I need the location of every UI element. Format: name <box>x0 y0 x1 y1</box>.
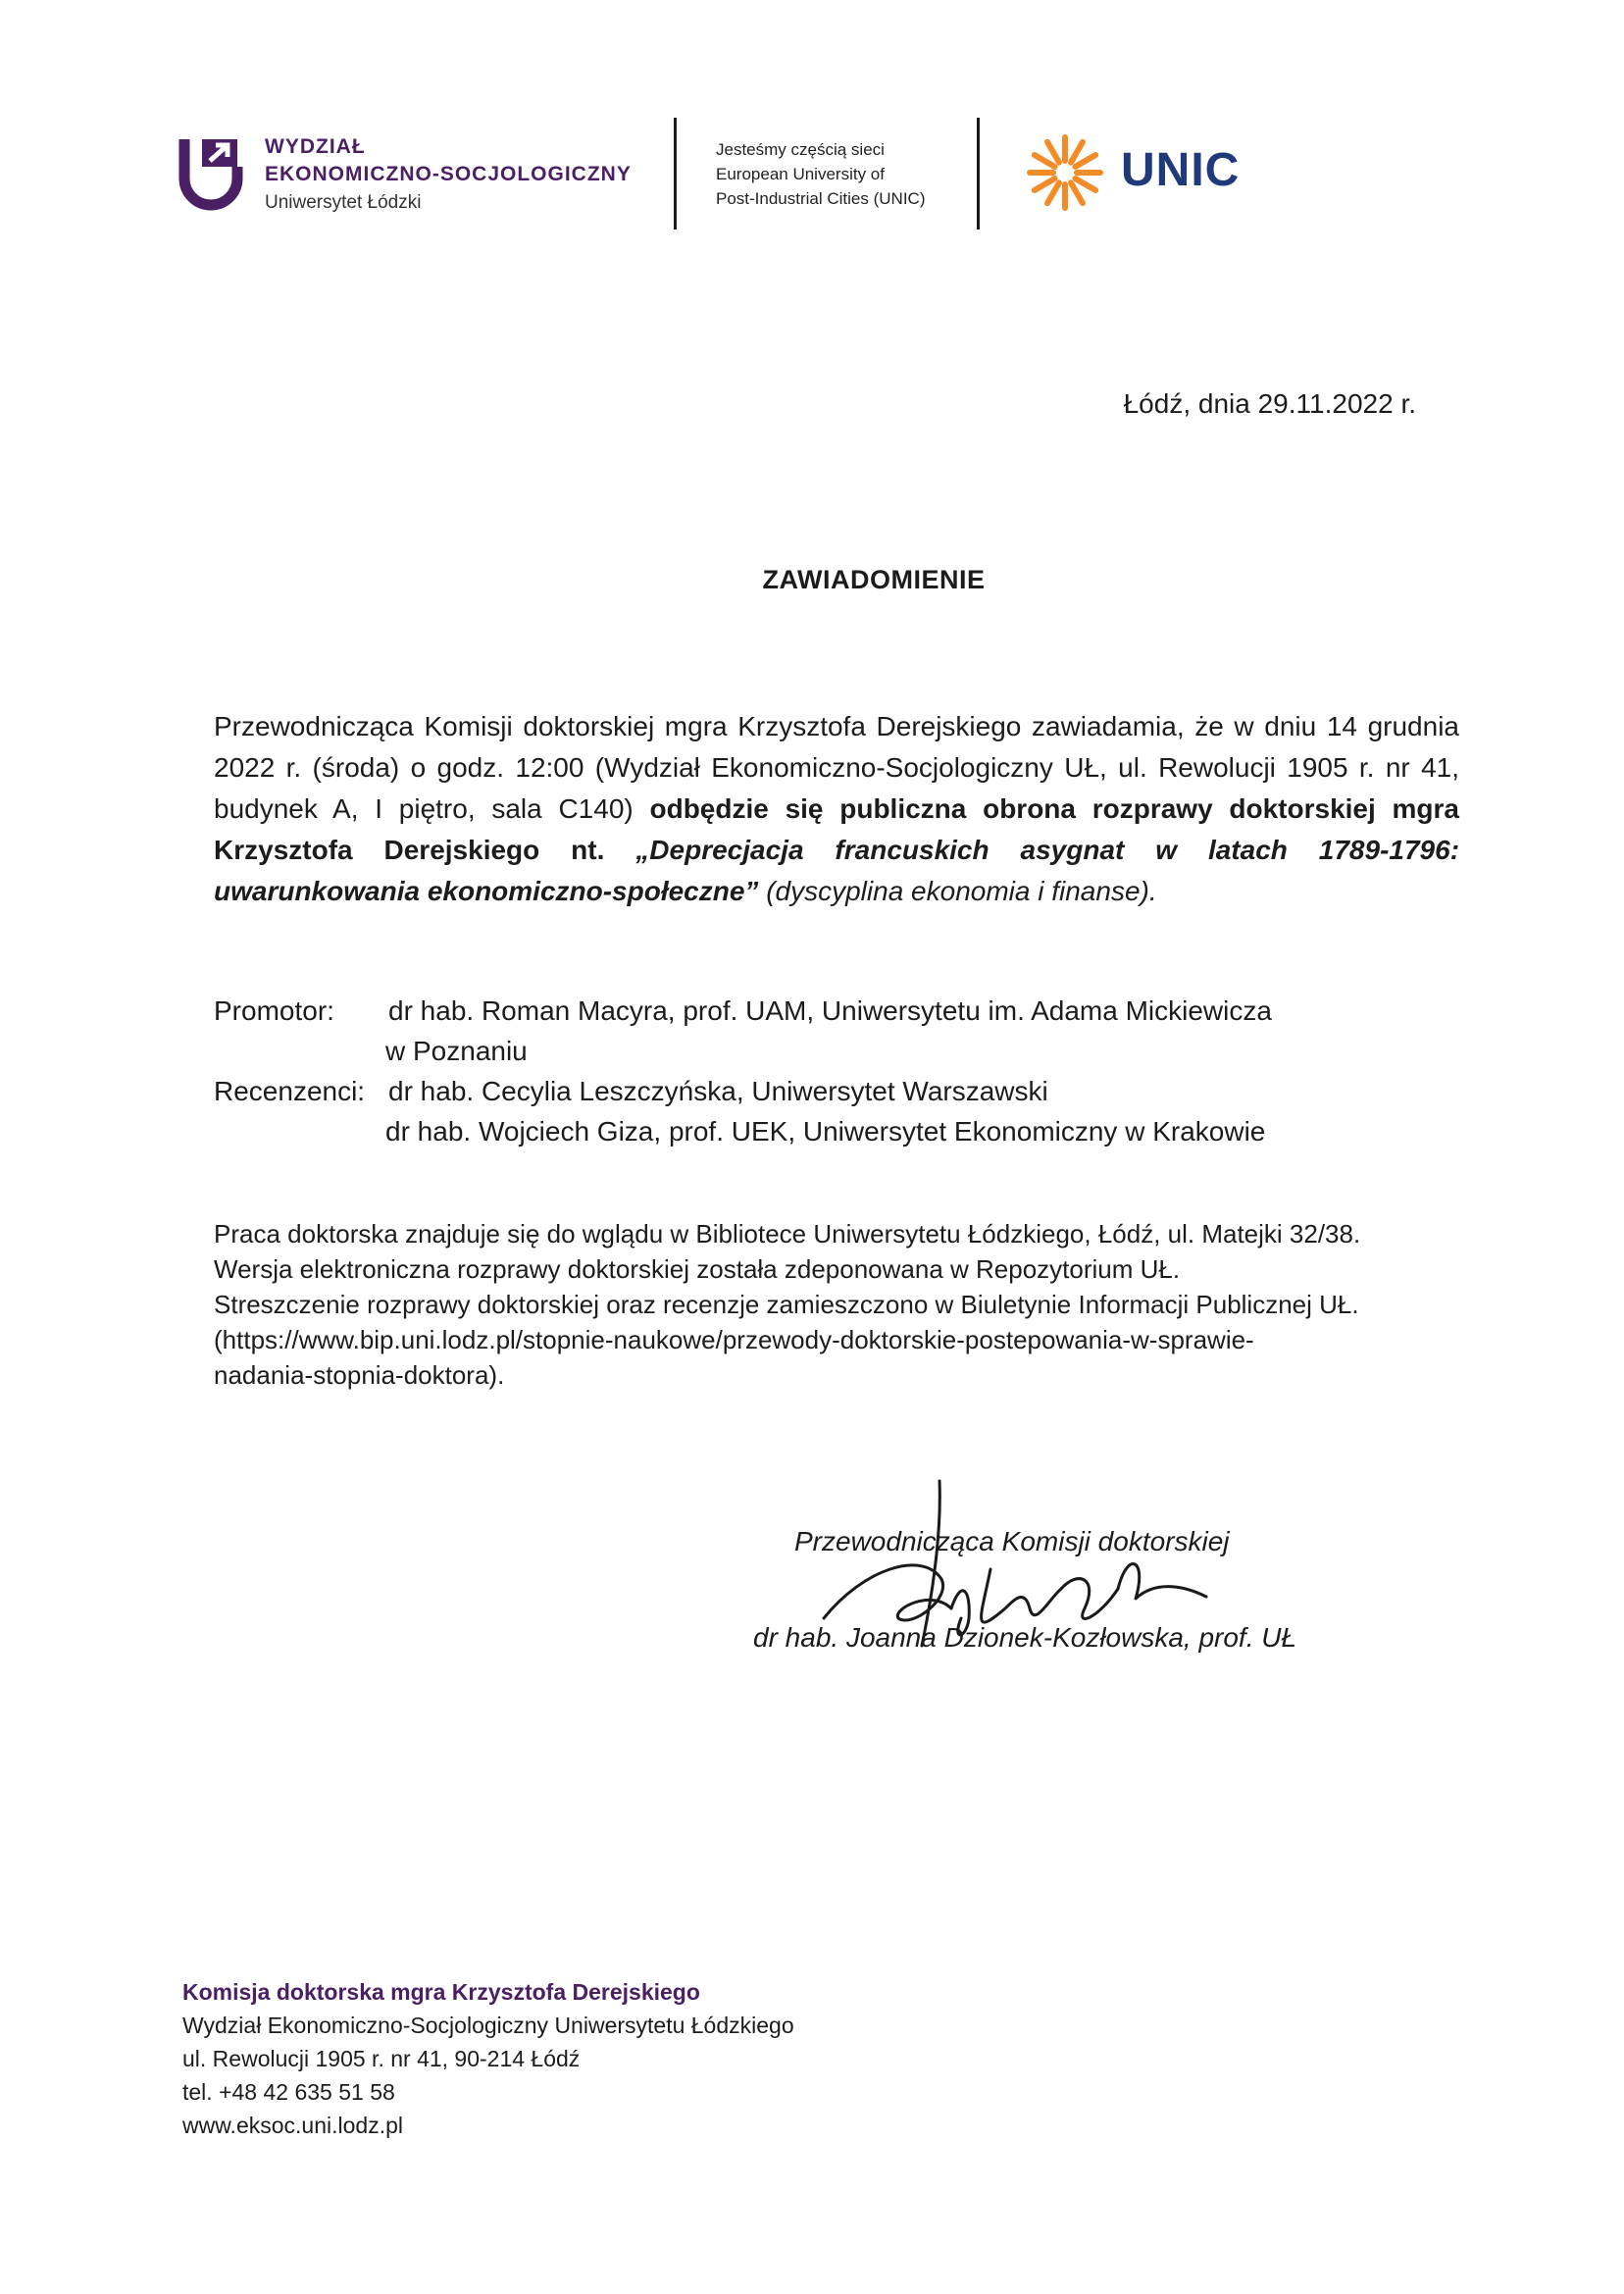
footer-website-link[interactable]: www.eksoc.uni.lodz.pl <box>182 2113 403 2138</box>
availability-line: (https://www.bip.uni.lodz.pl/stopnie-naukowe/przewody-doktorskie-postepowania-w-sprawie- <box>214 1325 1254 1354</box>
reviewers-label: Recenzenci: <box>214 1076 366 1106</box>
unic-sun-ray <box>1075 178 1095 190</box>
university-name: Uniwersytet Łódzki <box>265 192 422 213</box>
notice-paragraph <box>214 706 1459 912</box>
signatory-role: Przewodnicząca Komisji doktorskiej <box>794 1526 1230 1556</box>
footer-address: ul. Rewolucji 1905 r. nr 41, 90-214 Łódź <box>182 2046 581 2071</box>
unic-sun-ray <box>1075 155 1095 167</box>
promotor-name: dr hab. Roman Macyra, prof. UAM, Uniwersytetu im. Adama Mickiewicza <box>388 995 1272 1026</box>
availability-line: Wersja elektroniczna rozprawy doktorskiej została zdeponowana w Repozytorium UŁ. <box>214 1254 1181 1284</box>
document-date: Łódź, dnia 29.11.2022 r. <box>1123 388 1416 419</box>
footer-faculty: Wydział Ekonomiczno-Socjologiczny Uniwersytetu Łódzkiego <box>182 2013 794 2038</box>
discipline-note: (dyscyplina ekonomia i finanse). <box>758 876 1157 906</box>
unic-note-line2: European University of <box>716 165 885 183</box>
notice-text: Przewodnicząca Komisji doktorskiej mgra Krzysztofa Derejskiego zawiadamia, że w dniu 14 grudnia 2022 r. (środa) o godz. 12:00 (Wydział Ekonomiczno-Socjologiczny UŁ, ul. Rewolucji 1905 r. nr 41, budynek A, I piętro, sala C140) <box>214 711 1459 824</box>
footer-phone: tel. +48 42 635 51 58 <box>182 2079 395 2105</box>
header-divider <box>977 118 980 229</box>
unic-network-note <box>716 137 926 211</box>
footer-heading: Komisja doktorska mgra Krzysztofa Derejskiego <box>182 1979 700 2005</box>
availability-info <box>214 1216 1489 1393</box>
unic-sun-logo-icon <box>1026 133 1104 212</box>
faculty-name <box>265 133 632 218</box>
handwritten-signature-icon <box>804 1471 1216 1697</box>
dissertation-title: „Deprecjacja francuskich asygnat w latach 1789-1796: uwarunkowania ekonomiczno-społeczne” <box>214 835 1460 906</box>
reviewer-2: dr hab. Wojciech Giza, prof. UEK, Uniwersytet Ekonomiczny w Krakowie <box>385 1116 1266 1147</box>
footer-contact <box>182 1975 794 2142</box>
unic-wordmark: UNIC <box>1121 144 1241 196</box>
faculty-name-line1: WYDZIAŁ <box>265 135 366 158</box>
unic-sun-ray <box>1047 142 1059 163</box>
document-title: ZAWIADOMIENIE <box>762 565 986 594</box>
header-divider <box>674 118 677 229</box>
availability-line: Praca doktorska znajduje się do wglądu w Bibliotece Uniwersytetu Łódzkiego, Łódź, ul. Matejki 32/38. <box>214 1219 1361 1249</box>
unic-note-line3: Post-Industrial Cities (UNIC) <box>716 189 926 208</box>
unic-sun-ray <box>1071 142 1083 163</box>
signatory-name: dr hab. Joanna Dzionek-Kozłowska, prof. UŁ <box>753 1622 1297 1653</box>
availability-line: Streszczenie rozprawy doktorskiej oraz recenzje zamieszczono w Biuletynie Informacji Publicznej UŁ. <box>214 1290 1359 1319</box>
unic-sun-ray <box>1035 155 1055 167</box>
promotor-label: Promotor: <box>214 995 334 1026</box>
promotor-affiliation: w Poznaniu <box>385 1036 528 1066</box>
unic-sun-ray <box>1035 178 1055 190</box>
availability-line: nadania-stopnia-doktora). <box>214 1360 505 1390</box>
notice-text-bold: odbędzie się publiczna obrona rozprawy doktorskiej mgra Krzysztofa Derejskiego nt. <box>214 793 1459 865</box>
faculty-name-line2: EKONOMICZNO-SOCJOLOGICZNY <box>265 163 632 185</box>
reviewer-1: dr hab. Cecylia Leszczyńska, Uniwersytet Warszawski <box>388 1076 1048 1106</box>
unic-sun-ray <box>1071 182 1083 203</box>
unic-sun-ray <box>1047 182 1059 203</box>
faculty-u-arrow-logo-icon <box>177 133 245 214</box>
unic-note-line1: Jesteśmy częścią sieci <box>716 140 885 159</box>
